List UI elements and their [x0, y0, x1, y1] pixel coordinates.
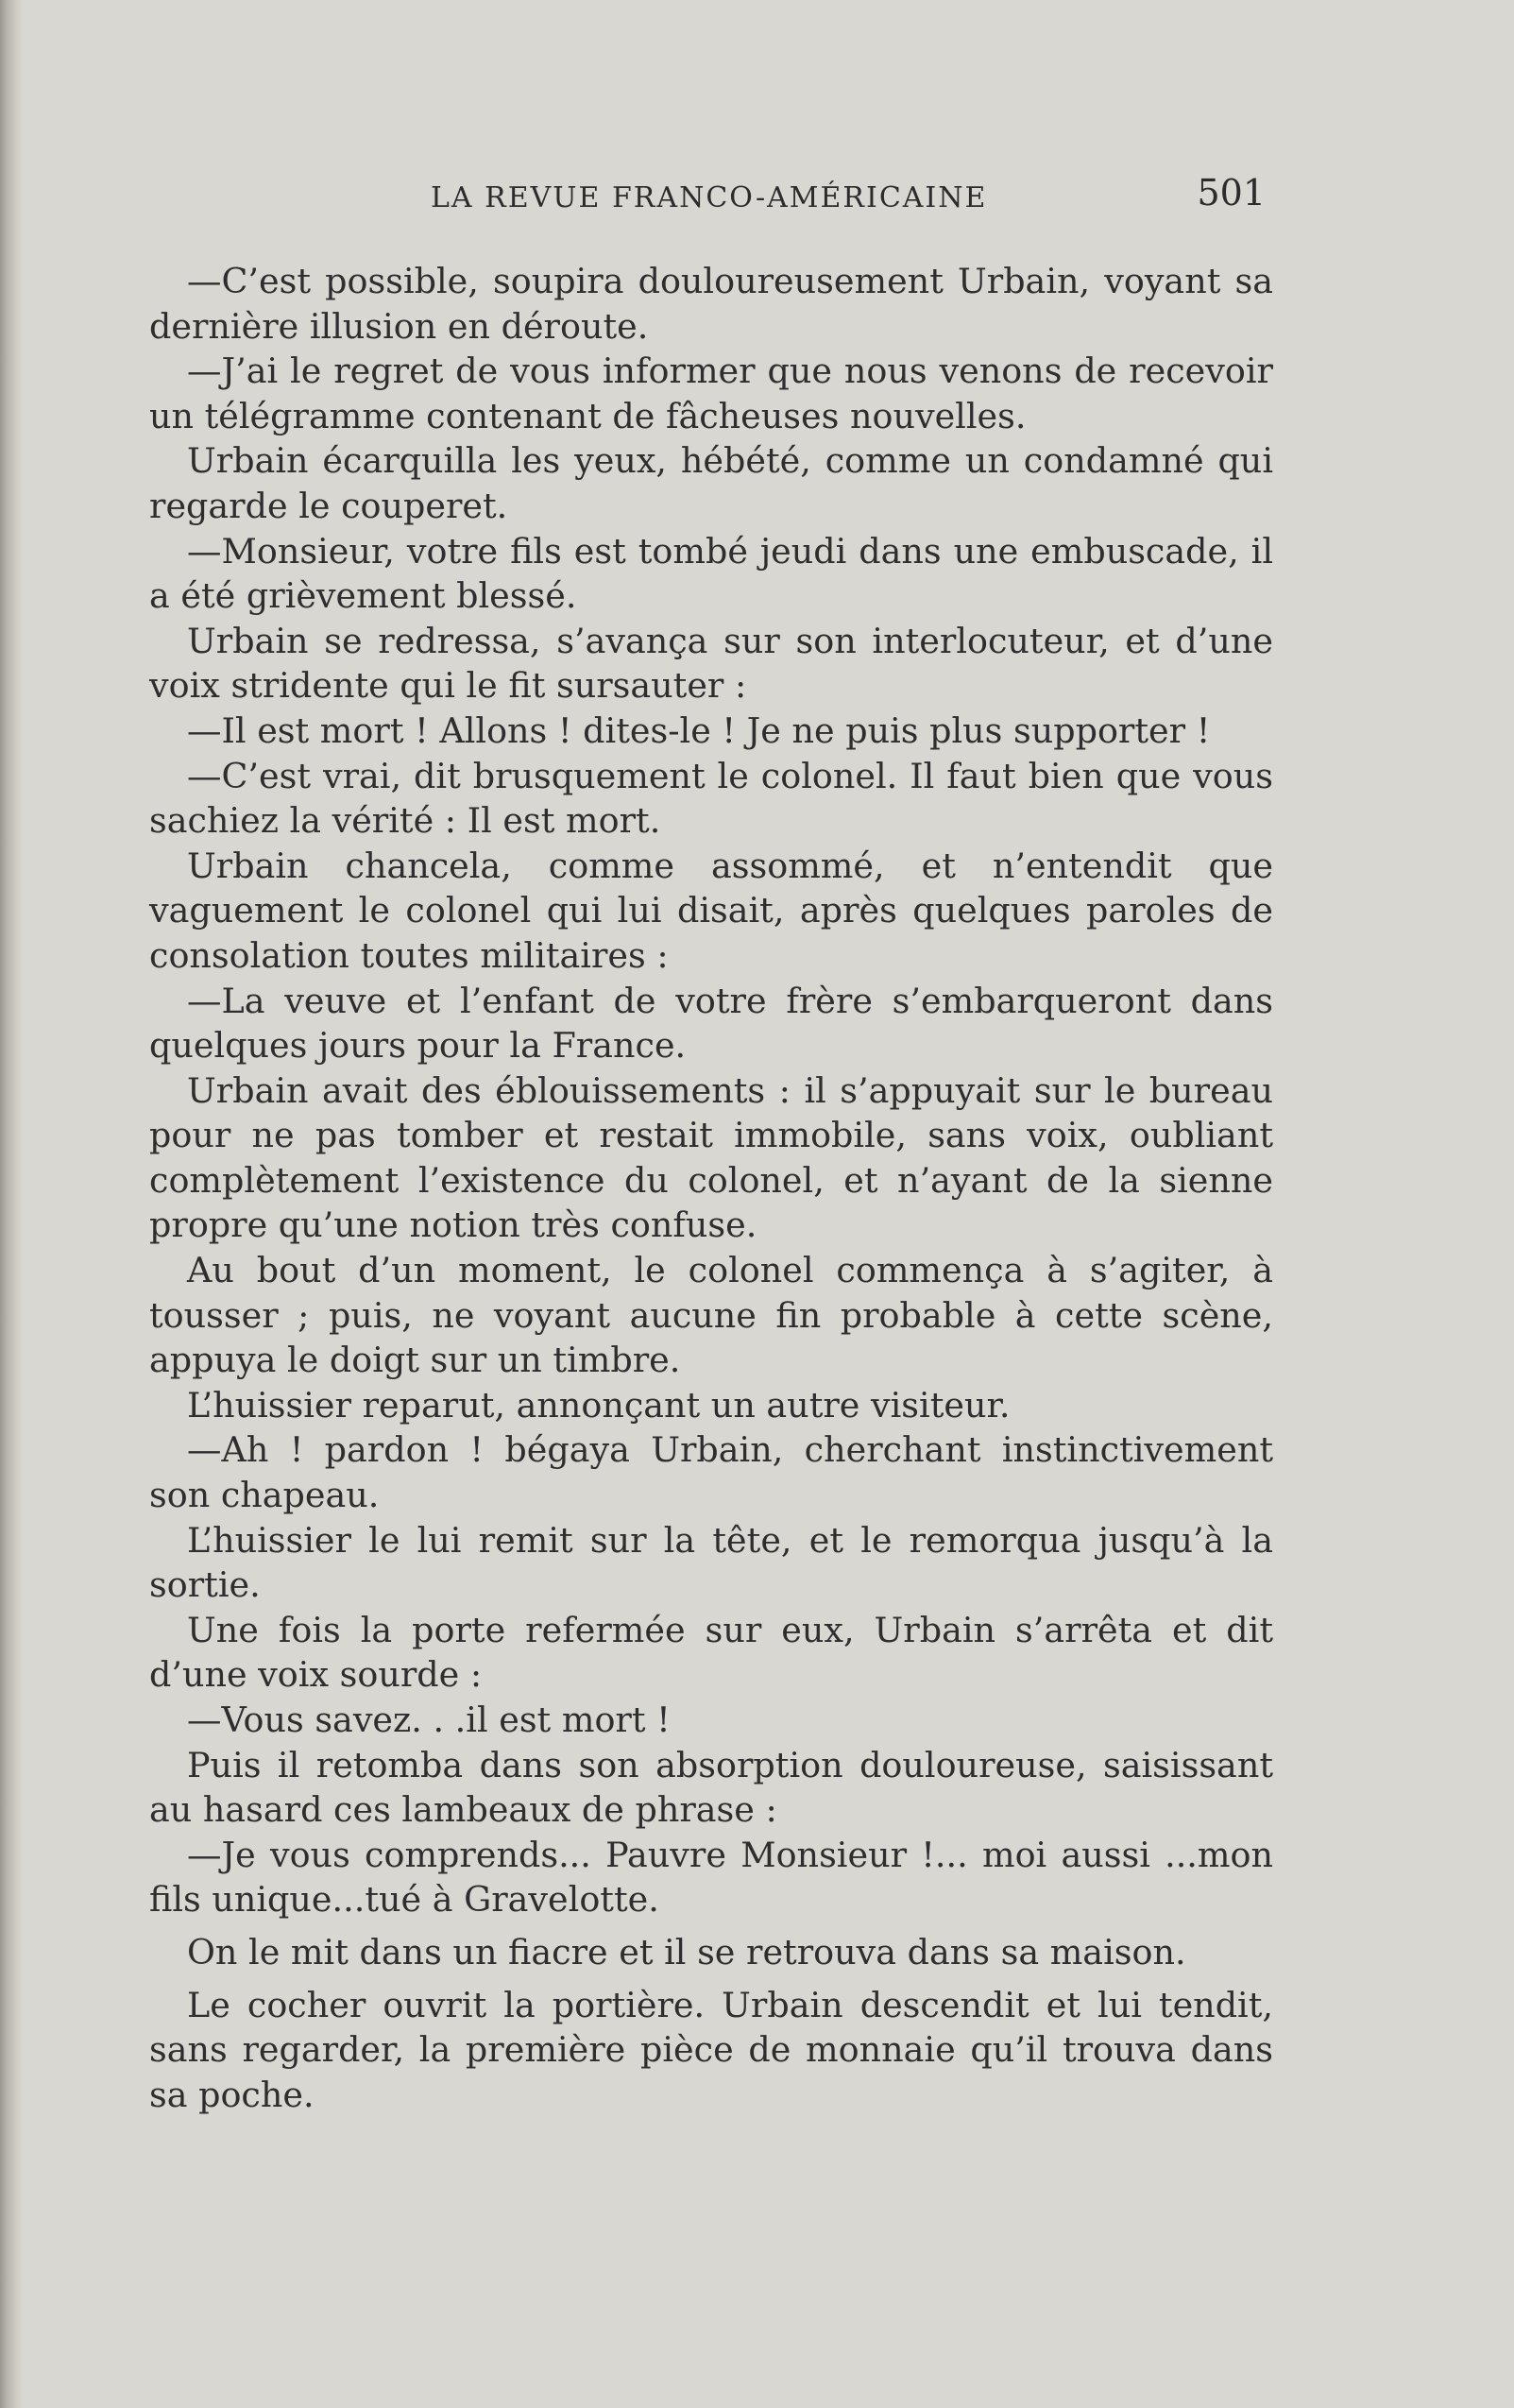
paragraph: Urbain écarquilla les yeux, hébété, comme un condamné qui regarde le couperet. — [149, 440, 1273, 526]
paragraph: Le cocher ouvrit la portière. Urbain descendit et lui tendit, sans regarder, la première pièce de monnaie qu’il trouva dans sa poche. — [149, 1984, 1273, 2115]
page-number: 501 — [1197, 172, 1266, 213]
running-title: LA REVUE FRANCO-AMÉRICAINE — [431, 181, 988, 214]
paragraph: Puis il retomba dans son absorption douloureuse, saisissant au hasard ces lambeaux de phrase : — [149, 1744, 1273, 1831]
paragraph: —C’est possible, soupira douloureusement Urbain, voyant sa dernière illusion en déroute. — [149, 261, 1273, 347]
paragraph: Urbain chancela, comme assommé, et n’entendit que vaguement le colonel qui lui disait, après quelques paroles de consolation toutes militaires : — [149, 845, 1273, 976]
paragraph: —Il est mort ! Allons ! dites-le ! Je ne puis plus supporter ! — [187, 709, 1211, 751]
paragraph: —C’est vrai, dit brusquement le colonel. Il faut bien que vous sachiez la vérité : Il est mort. — [149, 755, 1273, 842]
paragraph: —J’ai le regret de vous informer que nous venons de recevoir un télégramme contenant de fâcheuses nouvelles. — [149, 350, 1273, 436]
paragraph: Au bout d’un moment, le colonel commença à s’agiter, à tousser ; puis, ne voyant aucune fin probable à cette scène, appuya le doigt sur un timbre. — [149, 1250, 1273, 1381]
paragraph: L’huissier le lui remit sur la tête, et le remorqua jusqu’à la sortie. — [149, 1519, 1273, 1606]
page-gutter-shadow — [0, 0, 23, 2408]
paragraph: —Je vous comprends... Pauvre Monsieur !... moi aussi ...mon fils unique...tué à Gravelotte. — [149, 1834, 1273, 1921]
paragraph: Urbain se redressa, s’avança sur son interlocuteur, et d’une voix stridente qui le fit sursauter : — [149, 620, 1273, 707]
paragraph: L’huissier reparut, annonçant un autre visiteur. — [187, 1384, 1011, 1426]
paragraph: —Vous savez. . .il est mort ! — [187, 1699, 671, 1740]
paragraph: —Monsieur, votre fils est tombé jeudi dans une embuscade, il a été grièvement blessé. — [149, 530, 1273, 617]
page-header — [149, 172, 1273, 225]
paragraph: Une fois la porte refermée sur eux, Urbain s’arrêta et dit d’une voix sourde : — [149, 1609, 1273, 1696]
paragraph: On le mit dans un fiacre et il se retrouva dans sa maison. — [187, 1931, 1186, 1973]
paragraph: —La veuve et l’enfant de votre frère s’embarqueront dans quelques jours pour la France. — [149, 980, 1273, 1067]
paragraph: Urbain avait des éblouissements : il s’appuyait sur le bureau pour ne pas tomber et restait immobile, sans voix, oubliant complètement l’existence du colonel, et n’ayant de la sienne propre qu’une notion très confuse. — [149, 1069, 1273, 1246]
paragraph: —Ah ! pardon ! bégaya Urbain, cherchant instinctivement son chapeau. — [149, 1429, 1273, 1516]
body-text — [149, 259, 1273, 2117]
